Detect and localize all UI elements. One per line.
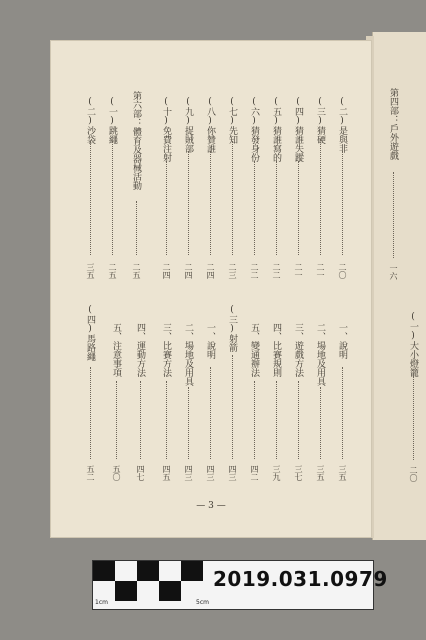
toc-entry: 四、比賽規則 [271, 323, 281, 377]
toc-entry: (二)是與非 [337, 97, 347, 153]
leader-dots [136, 201, 137, 255]
color-scale-checker [93, 561, 211, 609]
toc-entry: (八)你贊誰 [205, 97, 215, 153]
toc-page: 四七 [136, 465, 145, 481]
toc-page: 四三 [206, 465, 215, 481]
toc-page: 二〇 [409, 466, 418, 482]
accession-label [92, 560, 388, 610]
ruler-scale [95, 599, 209, 606]
toc-page: 二四 [206, 263, 215, 279]
leader-dots [342, 151, 343, 255]
toc-page: 四五 [162, 465, 171, 481]
leader-dots [90, 367, 91, 459]
leader-dots [210, 367, 211, 459]
toc-page: 一六 [389, 264, 398, 280]
leader-dots [232, 355, 233, 459]
toc-entry: (一)大小燈籠 [408, 312, 418, 377]
toc-page: 二一 [294, 263, 303, 279]
ruler-label-right: 5cm [196, 599, 209, 606]
leader-dots [112, 141, 113, 255]
leader-dots [342, 367, 343, 459]
toc-page: 二五 [132, 263, 141, 279]
toc-page: 五〇 [112, 465, 121, 481]
leader-dots [298, 381, 299, 459]
toc-entry: (四)馬路繩 [85, 305, 95, 361]
toc-entry: 二、場地及用具 [183, 323, 193, 386]
toc-entry: (六)猜發身份 [249, 97, 259, 162]
toc-page: 二四 [184, 263, 193, 279]
leader-dots [320, 387, 321, 459]
leader-dots [276, 161, 277, 255]
toc-entry: 一、說明 [337, 323, 347, 359]
toc-section-heading: 第六部：體育及器械活動 [131, 91, 141, 190]
toc-entry: (三)猜硬 [315, 97, 325, 144]
leader-dots [254, 161, 255, 255]
leader-dots [393, 172, 394, 258]
toc-page: 三五 [316, 465, 325, 481]
toc-page: 二二 [250, 263, 259, 279]
leader-dots [276, 381, 277, 459]
leader-dots [166, 161, 167, 255]
toc-entry: (七)先知 [227, 97, 237, 144]
accession-number: 2019.031.0979 [213, 567, 388, 591]
toc-entry: 三、遊戲方法 [293, 323, 303, 377]
toc-page: 三七 [294, 465, 303, 481]
toc-page: 五二 [86, 465, 95, 481]
ruler-label-left: 1cm [95, 599, 108, 606]
toc-entry: 五、注意事項 [111, 323, 121, 377]
toc-entry: 三、比賽方法 [161, 323, 171, 377]
contents-page [50, 40, 372, 538]
toc-page: 二二 [272, 263, 281, 279]
toc-entry: (四)猜誰失蹤 [293, 97, 303, 162]
toc-entry: (一)跳繩 [107, 97, 117, 144]
toc-entry: 四、運動方法 [135, 323, 145, 377]
leader-dots [232, 141, 233, 255]
toc-entry: 一、說明 [205, 323, 215, 359]
toc-entry: (十)免費注射 [161, 97, 171, 162]
toc-page: 四三 [228, 465, 237, 481]
toc-page: 二五 [108, 263, 117, 279]
leader-dots [166, 381, 167, 459]
leader-dots [90, 141, 91, 255]
leader-dots [140, 381, 141, 459]
toc-entry: (二)沙袋 [85, 97, 95, 144]
toc-page: 三五 [86, 263, 95, 279]
leader-dots [188, 151, 189, 255]
toc-page: 二三 [228, 263, 237, 279]
leader-dots [210, 151, 211, 255]
toc-page: 四二 [250, 465, 259, 481]
toc-entry: 五、變通辦法 [249, 323, 259, 377]
toc-entry: (三)射箭 [227, 305, 237, 352]
leader-dots [188, 387, 189, 459]
toc-page: 三九 [272, 465, 281, 481]
toc-entry: (五)猜誰寫的 [271, 97, 281, 162]
toc-section-heading: 第四部：戶外遊戲 [388, 88, 398, 160]
leader-dots [298, 161, 299, 255]
toc-page: 二〇 [338, 263, 347, 279]
toc-page: 二一 [316, 263, 325, 279]
toc-page: 四三 [184, 465, 193, 481]
leader-dots [320, 139, 321, 255]
leader-dots [413, 376, 414, 460]
next-page [372, 32, 426, 540]
toc-page: 三五 [338, 465, 347, 481]
page-number: — 3 — [196, 501, 226, 511]
toc-entry: (九)捉賊部 [183, 97, 193, 153]
toc-page: 二四 [162, 263, 171, 279]
leader-dots [116, 381, 117, 459]
leader-dots [254, 381, 255, 459]
toc-entry: 二、場地及用具 [315, 323, 325, 386]
